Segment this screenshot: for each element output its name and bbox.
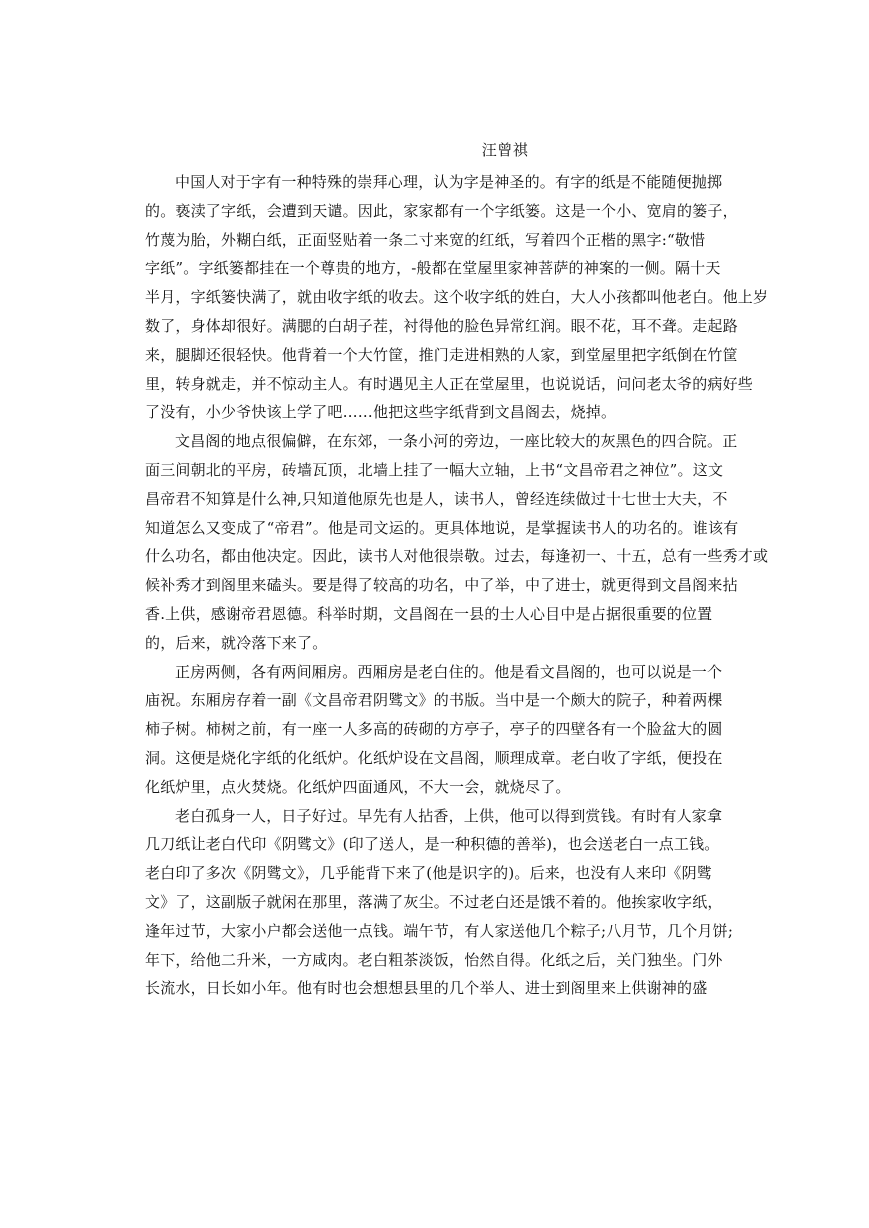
text-line: 文昌阁的地点很偏僻，在东郊，一条小河的旁边，一座比较大的灰黑色的四合院。正 [175, 432, 738, 451]
text-line: 的。亵渎了字纸，会遭到天谴。因此，家家都有一个字纸篓。这是一个小、宽肩的篓子， [145, 201, 738, 220]
text-line: 老白印了多次《阴骘文》，几乎能背下来了(他是识字的)。后来，也没有人来印《阴骘 [145, 864, 713, 883]
text-line: 长流水，日长如小年。他有时也会想想县里的几个举人、进士到阁里来上供谢神的盛 [145, 979, 708, 998]
text-line: 逢年过节，大家小户都会送他一点钱。端午节，有人家送他几个粽子;八月节，几个月饼; [145, 921, 734, 940]
text-line: 香.上供，感谢帝君恩德。科举时期，文昌阁在一县的士人心目中是占据很重要的位置 [145, 604, 713, 623]
author-name: 汪曾祺 [481, 141, 529, 159]
text-line: 来，腿脚还很轻快。他背着一个大竹筐，推门走进相熟的人家，到堂屋里把字纸倒在竹筐 [145, 345, 738, 364]
text-line: 面三间朝北的平房，砖墙瓦顶，北墙上挂了一幅大立轴，上书“文昌帝君之神位”。这文 [145, 460, 724, 479]
text-line: 化纸炉里，点火焚烧。化纸炉四面通风，不大一会，就烧尽了。 [145, 777, 571, 796]
text-line: 年下，给他二升米，一方咸肉。老白粗茶淡饭，怡然自得。化纸之后，关门独坐。门外 [145, 950, 723, 969]
text-line: 半月，字纸篓快满了，就由收字纸的收去。这个收字纸的姓白，大人小孩都叫他老白。他上岁 [145, 288, 769, 307]
text-line: 数了，身体却很好。满腮的白胡子茬，衬得他的脸色异常红润。眼不花，耳不聋。走起路 [145, 316, 738, 335]
text-line: 文》了，这副版子就闲在那里，落满了灰尘。不过老白还是饿不着的。他挨家收字纸， [145, 892, 723, 911]
text-line: 字纸”。字纸篓都挂在一个尊贵的地方，-般都在堂屋里家神菩萨的神案的一侧。隔十天 [145, 259, 721, 278]
text-line: 昌帝君不知算是什么神,只知道他原先也是人，读书人，曾经连续做过十七世士大夫，不 [145, 489, 728, 508]
text-line: 了没有，小少爷快该上学了吧……他把这些字纸背到文昌阁去，烧掉。 [145, 403, 617, 422]
article-body [145, 168, 769, 1003]
text-line: 里，转身就走，并不惊动主人。有时遇见主人正在堂屋里，也说说话，问问老太爷的病好些 [145, 374, 754, 393]
text-line: 的，后来，就冷落下来了。 [145, 633, 328, 652]
text-line: 正房两侧，各有两间厢房。西厢房是老白住的。他是看文昌阁的，也可以说是一个 [175, 662, 723, 681]
paragraph-3 [145, 658, 723, 802]
text-line: 中国人对于字有一种特殊的崇拜心理，认为字是神圣的。有字的纸是不能随便抛掷 [175, 173, 723, 191]
text-line: 竹蔑为胎，外糊白纸，正面竖贴着一条二寸来宽的红纸，写着四个正楷的黑字:“敬惜 [145, 230, 706, 249]
paragraph-1 [145, 168, 769, 427]
text-line: 什么功名，都由他决定。因此，读书人对他很崇敬。过去，每逢初一、十五，总有一些秀才或 [145, 547, 769, 566]
text-line: 老白孤身一人，日子好过。早先有人拈香，上供，他可以得到赏钱。有时有人家拿 [175, 806, 723, 825]
text-line: 洞。这便是烧化字纸的化纸炉。化纸炉设在文昌阁，顺理成章。老白收了字纸，便投在 [145, 748, 723, 767]
paragraph-2 [145, 427, 769, 657]
text-line: 庙祝。东厢房存着一副《文昌帝君阴骘文》的书版。当中是一个颇大的院子，种着两棵 [145, 691, 723, 710]
paragraph-4 [145, 802, 734, 1004]
text-line: 知道怎么又变成了“帝君”。他是司文运的。更具体地说，是掌握读书人的功名的。谁该有 [145, 518, 739, 537]
text-line: 柿子树。柿树之前，有一座一人多高的砖砌的方亭子，亭子的四壁各有一个脸盆大的圆 [145, 720, 723, 739]
text-line: 候补秀才到阁里来磕头。要是得了较高的功名，中了举，中了进士，就更得到文昌阁来拈 [145, 576, 738, 595]
text-line: 几刀纸让老白代印《阴骘文》(印了送人，是一种积德的善举)，也会送老白一点工钱。 [145, 835, 720, 854]
